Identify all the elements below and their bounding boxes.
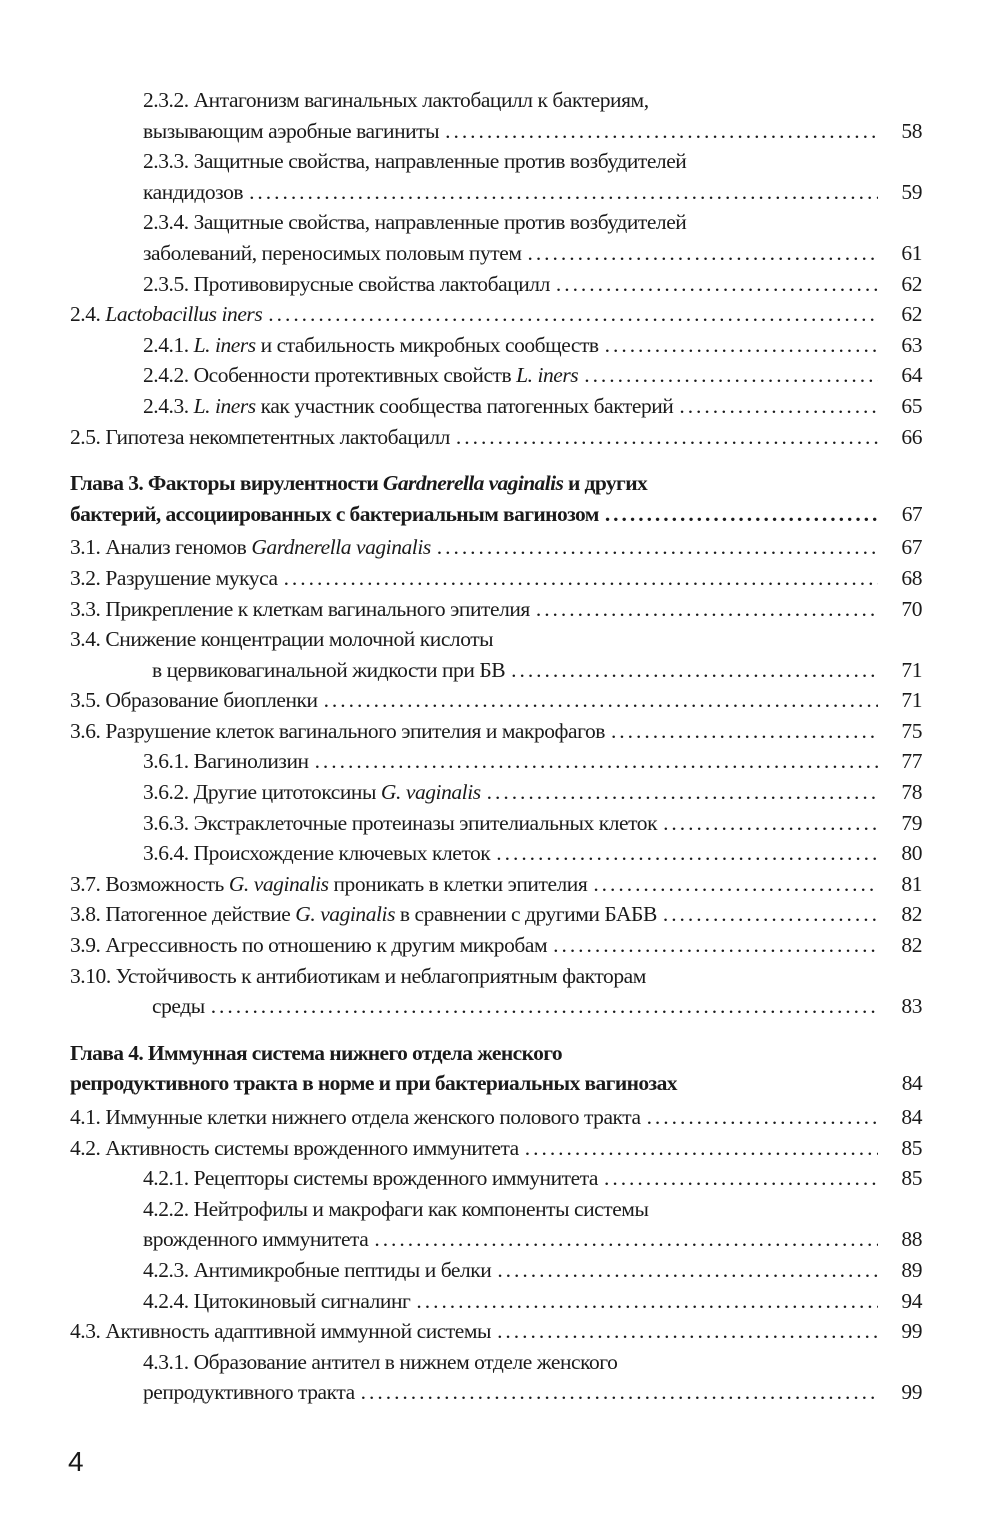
text: 4.2.1. Рецепторы системы врожденного иммунитета [143, 1166, 598, 1191]
entry-title [143, 1166, 598, 1191]
dot-leader [249, 180, 878, 205]
text: 3.4. Снижение концентрации молочной кислоты [70, 627, 494, 652]
toc-entry [70, 1319, 922, 1350]
toc-line [70, 502, 922, 533]
entry-title [70, 688, 318, 713]
entry-title [143, 180, 243, 205]
chapter-heading [70, 1041, 922, 1102]
italic-text: Gardnerella vaginalis [251, 535, 431, 560]
dot-leader [584, 363, 878, 388]
text: 3.6.2. Другие цитотоксины [143, 780, 381, 805]
text: Глава 4. Иммунная система нижнего отдела женского [70, 1040, 563, 1065]
toc-line [143, 363, 922, 394]
toc-entry [70, 1350, 922, 1411]
toc-line [143, 180, 922, 211]
toc-entry [70, 425, 922, 456]
page-ref: 67 [901, 501, 922, 526]
text: 3.6.4. Происхождение ключевых клеток [143, 841, 491, 866]
text: 2.4.1. [143, 332, 194, 357]
text: 3.6.1. Вагинолизин [143, 749, 309, 774]
dot-leader [553, 933, 878, 958]
toc-entry [70, 1258, 922, 1289]
page-ref: 59 [901, 179, 922, 204]
text: вызывающим аэробные вагиниты [143, 118, 440, 143]
text: проникать в клетки эпителия [328, 871, 588, 896]
text: в сравнении с другими БАБВ [395, 902, 657, 927]
text: 3.10. Устойчивость к антибиотикам и неблагоприятным факторам [70, 963, 646, 988]
text: и других [563, 471, 648, 496]
text: репродуктивного тракта [143, 1380, 355, 1405]
entry-title [143, 333, 599, 358]
entry-title [143, 1258, 491, 1283]
page-ref: 79 [901, 810, 922, 835]
page-ref: 70 [901, 596, 922, 621]
dot-leader [604, 1166, 878, 1191]
toc-entry [70, 149, 922, 210]
dot-leader [211, 994, 878, 1019]
toc-entry [70, 1166, 922, 1197]
page-ref: 82 [901, 902, 922, 927]
dot-leader [496, 841, 878, 866]
toc-entry [70, 780, 922, 811]
toc-entry [70, 1136, 922, 1167]
text: 2.4.3. [143, 393, 194, 418]
toc-entry [70, 1289, 922, 1320]
dot-leader [456, 425, 878, 450]
text: 3.6. Разрушение клеток вагинального эпителия и макрофагов [70, 718, 605, 743]
dot-leader [611, 719, 878, 744]
dot-leader [663, 902, 878, 927]
toc-entry [70, 811, 922, 842]
text: 4.2.3. Антимикробные пептиды и белки [143, 1257, 492, 1282]
dot-leader [536, 597, 878, 622]
page-ref: 63 [901, 332, 922, 357]
dot-leader [497, 1319, 878, 1344]
page-ref: 99 [901, 1380, 922, 1405]
toc-line [143, 1166, 922, 1197]
text: 3.1. Анализ геномов [70, 535, 252, 560]
dot-leader [525, 1136, 878, 1161]
entry-title [70, 471, 647, 496]
toc-line [70, 1136, 922, 1167]
toc-entry [70, 933, 922, 964]
page-ref: 82 [901, 933, 922, 958]
entry-title [70, 566, 278, 591]
toc-line [143, 749, 922, 780]
text: 3.6.3. Экстраклеточные протеиназы эпителиальных клеток [143, 810, 658, 835]
text: врожденного иммунитета [143, 1227, 369, 1252]
entry-title [143, 363, 578, 388]
page-ref: 71 [901, 688, 922, 713]
text: 3.8. Патогенное действие [70, 902, 296, 927]
toc-entry [70, 719, 922, 750]
dot-leader [361, 1380, 878, 1405]
toc-line [70, 1071, 922, 1102]
dot-leader [324, 688, 878, 713]
toc-entry [70, 902, 922, 933]
page-ref: 77 [901, 749, 922, 774]
page-ref: 89 [901, 1257, 922, 1282]
entry-title [143, 811, 657, 836]
toc-entry [70, 841, 922, 872]
toc-line [70, 964, 922, 995]
page-ref: 80 [901, 841, 922, 866]
toc-entry [70, 210, 922, 271]
entry-title [143, 1289, 410, 1314]
text: 4.2.4. Цитокиновый сигналинг [143, 1288, 411, 1313]
entry-title [143, 241, 521, 266]
entry-title [143, 1197, 648, 1222]
entry-title [70, 719, 605, 744]
chapter-heading [70, 471, 922, 532]
text: 4.2.2. Нейтрофилы и макрофаги как компоненты системы [143, 1196, 649, 1221]
text: 2.3.3. Защитные свойства, направленные против возбудителей [143, 149, 687, 174]
page-ref: 84 [901, 1071, 922, 1096]
entry-title [143, 149, 686, 174]
entry-title [70, 1319, 491, 1344]
text: 4.3. Активность адаптивной иммунной системы [70, 1319, 492, 1344]
toc-line [143, 780, 922, 811]
toc-entry [70, 1105, 922, 1136]
toc-entry [70, 394, 922, 425]
page-ref: 61 [901, 240, 922, 265]
entry-title [143, 749, 309, 774]
dot-leader [497, 1258, 878, 1283]
entry-title [152, 994, 205, 1019]
italic-text: Gardnerella vaginalis [382, 471, 564, 496]
text: 2.4.2. Особенности протективных свойств [143, 363, 517, 388]
dot-leader [268, 302, 878, 327]
page-ref: 84 [901, 1105, 922, 1129]
text: 3.3. Прикрепление к клеткам вагинального эпителия [70, 596, 530, 621]
table-of-contents [70, 88, 922, 1411]
page-number: 4 [68, 1446, 84, 1477]
italic-text: Lactobacillus iners [105, 302, 263, 327]
dot-leader [605, 333, 878, 358]
text: 3.7. Возможность [70, 871, 229, 896]
toc-entry [70, 566, 922, 597]
page-ref: 65 [901, 393, 922, 418]
toc-line [70, 302, 922, 333]
dot-leader [315, 749, 878, 774]
toc-line [70, 1041, 922, 1072]
toc-line [143, 1197, 922, 1228]
page-ref: 66 [901, 424, 922, 449]
entry-title [143, 841, 490, 866]
toc-entry [70, 964, 922, 1025]
page-ref: 81 [901, 871, 922, 896]
toc-entry [70, 272, 922, 303]
dot-leader [593, 872, 878, 897]
entry-title [70, 1105, 641, 1130]
toc-line [143, 149, 922, 180]
text: 3.5. Образование биопленки [70, 688, 318, 713]
page-ref: 99 [901, 1319, 922, 1344]
toc-entry [70, 627, 922, 688]
page-ref: 58 [901, 118, 922, 143]
toc-line [143, 1258, 922, 1289]
toc-entry [70, 597, 922, 628]
page-ref: 67 [901, 535, 922, 560]
entry-title [143, 1380, 355, 1405]
toc-line [70, 425, 922, 456]
page-ref: 88 [901, 1227, 922, 1252]
dot-leader [527, 241, 878, 266]
text: 3.2. Разрушение мукуса [70, 565, 278, 590]
text: 2.3.5. Противовирусные свойства лактобацилл [143, 271, 550, 296]
entry-title [143, 394, 673, 419]
entry-title [70, 1136, 519, 1161]
entry-title [143, 780, 481, 805]
entry-title [70, 302, 262, 327]
italic-text: G. vaginalis [295, 902, 395, 927]
toc-line [143, 119, 922, 150]
toc-line [70, 658, 922, 689]
page-ref: 62 [901, 302, 922, 327]
toc-line [143, 394, 922, 425]
toc-entry [70, 302, 922, 333]
toc-line [70, 471, 922, 502]
page-ref: 78 [901, 780, 922, 805]
toc-line [70, 1319, 922, 1350]
entry-title [143, 210, 686, 235]
toc-line [70, 719, 922, 750]
page-ref: 68 [901, 565, 922, 590]
toc-entry [70, 749, 922, 780]
entry-title [70, 502, 599, 527]
italic-text: L. iners [193, 393, 256, 418]
text: 4.1. Иммунные клетки нижнего отдела женского полового тракта [70, 1105, 641, 1129]
text: 4.3.1. Образование антител в нижнем отделе женского [143, 1349, 618, 1374]
toc-entry [70, 88, 922, 149]
italic-text: L. iners [516, 363, 579, 388]
text: кандидозов [143, 179, 244, 204]
dot-leader [416, 1289, 878, 1314]
toc-line [143, 811, 922, 842]
toc-line [70, 994, 922, 1025]
toc-line [70, 902, 922, 933]
text: 2.3.4. Защитные свойства, направленные против возбудителей [143, 210, 687, 235]
toc-entry [70, 1197, 922, 1258]
entry-title [152, 658, 505, 683]
toc-line [143, 241, 922, 272]
entry-title [143, 119, 439, 144]
entry-title [70, 425, 450, 450]
text: среды [152, 994, 205, 1019]
page-ref: 64 [901, 363, 922, 388]
toc-line [143, 841, 922, 872]
toc-line [70, 933, 922, 964]
toc-entry [70, 535, 922, 566]
toc-line [143, 1350, 922, 1381]
text: 4.2. Активность системы врожденного иммунитета [70, 1135, 519, 1160]
toc-line [70, 627, 922, 658]
toc-entry [70, 333, 922, 364]
toc-line [70, 688, 922, 719]
text: репродуктивного тракта в норме и при бактериальных вагинозах [70, 1071, 677, 1096]
toc-entry [70, 688, 922, 719]
entry-title [143, 88, 649, 113]
toc-line [143, 1227, 922, 1258]
entry-title [70, 597, 530, 622]
page-ref: 94 [901, 1288, 922, 1313]
toc-line [70, 566, 922, 597]
italic-text: L. iners [193, 332, 256, 357]
toc-line [143, 210, 922, 241]
toc-line [70, 1105, 922, 1136]
toc-line [70, 872, 922, 903]
toc-line [143, 88, 922, 119]
page-ref: 83 [901, 994, 922, 1019]
page-ref: 75 [901, 718, 922, 743]
text: 2.3.2. Антагонизм вагинальных лактобацилл к бактериям, [143, 88, 649, 112]
dot-leader [437, 535, 878, 560]
toc-entry [70, 363, 922, 394]
text: и стабильность микробных сообществ [255, 332, 599, 357]
dot-leader [511, 658, 878, 683]
toc-line [143, 1380, 922, 1411]
entry-title [70, 872, 587, 897]
page-ref: 62 [901, 271, 922, 296]
toc-line [143, 272, 922, 303]
text: заболеваний, переносимых половым путем [143, 240, 522, 265]
text: как участник сообщества патогенных бактерий [255, 393, 674, 418]
dot-leader [647, 1105, 878, 1130]
text: 2.4. [70, 302, 106, 327]
toc-line [70, 597, 922, 628]
entry-title [70, 1041, 562, 1066]
text: бактерий, ассоциированных с бактериальным вагинозом [70, 501, 599, 526]
dot-leader [284, 566, 878, 591]
dot-leader [605, 502, 878, 527]
italic-text: G. vaginalis [228, 871, 329, 896]
toc-line [143, 1289, 922, 1320]
entry-title [143, 1227, 368, 1252]
entry-title [70, 627, 493, 652]
dot-leader [679, 394, 878, 419]
page-ref: 85 [901, 1135, 922, 1160]
entry-title [70, 902, 657, 927]
page-ref: 71 [901, 657, 922, 682]
dot-leader [663, 811, 878, 836]
dot-leader [445, 119, 878, 144]
entry-title [70, 933, 547, 958]
entry-title [70, 964, 646, 989]
dot-leader [556, 272, 878, 297]
text: 3.9. Агрессивность по отношению к другим микробам [70, 933, 548, 958]
italic-text: G. vaginalis [380, 780, 481, 805]
entry-title [70, 1071, 677, 1096]
toc-line [143, 333, 922, 364]
entry-title [70, 535, 431, 560]
text: 2.5. Гипотеза некомпетентных лактобацилл [70, 424, 450, 449]
dot-leader [487, 780, 878, 805]
entry-title [143, 1350, 617, 1375]
toc-entry [70, 872, 922, 903]
dot-leader [374, 1227, 878, 1252]
text: Глава 3. Факторы вирулентности [70, 471, 383, 496]
entry-title [143, 272, 550, 297]
toc-line [70, 535, 922, 566]
page-ref: 85 [901, 1166, 922, 1191]
text: в цервиковагинальной жидкости при БВ [152, 657, 506, 682]
